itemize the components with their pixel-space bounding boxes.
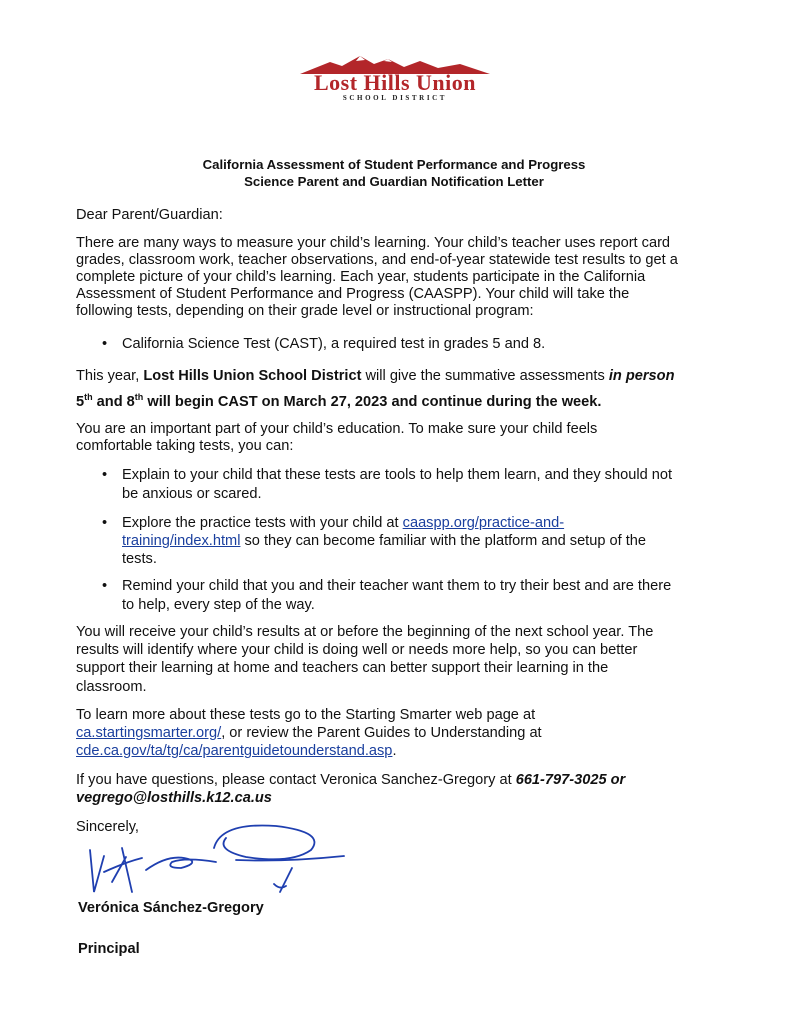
logo-name: Lost Hills Union	[313, 70, 477, 95]
district-logo	[270, 52, 520, 102]
intro-line: grades, classroom work, teacher observations, and end-of-year statewide test results to get a	[76, 252, 678, 268]
tip-1-line: Explain to your child that these tests are tools to help them learn, and they should not	[122, 467, 673, 483]
signer-title: Principal	[78, 941, 140, 957]
bullet-dot: •	[102, 515, 108, 531]
letter-title-line-2: Science Parent and Guardian Notification Letter	[244, 174, 544, 189]
questions-line	[76, 772, 726, 789]
tip-2-line	[122, 515, 722, 532]
learn-more-end: .	[392, 743, 397, 759]
results-line: support their learning at home and teachers can better support their learning in the	[76, 660, 609, 676]
closing: Sincerely,	[76, 819, 139, 835]
important-line: comfortable taking tests, you can:	[76, 438, 294, 454]
tip-2-prefix: Explore the practice tests with your child at	[122, 515, 403, 531]
in-person-text: in person	[608, 368, 675, 384]
dates-rest: will begin CAST on March 27, 2023 and continue during the week.	[143, 394, 602, 410]
this-year-line	[76, 368, 726, 385]
learn-more-line	[76, 725, 726, 742]
grade-8: and 8	[92, 394, 135, 410]
bullet-dot: •	[102, 467, 108, 483]
intro-line: Assessment of Student Performance and Progress (CAASPP). Your child will take the	[76, 286, 630, 302]
learn-more-line	[76, 743, 726, 760]
tip-2-line	[122, 533, 722, 550]
letter-title-line-1: California Assessment of Student Performance and Progress	[202, 157, 586, 172]
test-dates-line	[76, 394, 726, 411]
contact-phone: 661-797-3025 or	[515, 772, 626, 788]
bullet-dot: •	[102, 578, 108, 594]
tip-3-line: Remind your child that you and their teacher want them to try their best and are there	[122, 578, 672, 594]
superscript-th: th	[84, 392, 93, 403]
this-year-prefix: This year,	[76, 368, 144, 384]
bullet-dot: •	[102, 336, 108, 352]
grade-5: 5	[76, 394, 85, 410]
important-line: You are an important part of your child’s education. To make sure your child feels	[76, 421, 598, 437]
questions-prefix: If you have questions, please contact Veronica Sanchez-Gregory at	[76, 772, 516, 788]
tip-2-rest: so they can become familiar with the platform and setup of the	[240, 533, 647, 549]
superscript-th: th	[134, 392, 144, 403]
signer-name: Verónica Sánchez-Gregory	[78, 900, 264, 916]
this-year-middle: will give the summative assessments	[361, 368, 609, 384]
tip-2-line: tests.	[122, 551, 157, 567]
salutation: Dear Parent/Guardian:	[76, 207, 223, 223]
learn-more-line: To learn more about these tests go to the Starting Smarter web page at	[76, 707, 536, 723]
starting-smarter-link[interactable]: ca.startingsmarter.org/	[76, 725, 222, 741]
test-bullet-text: California Science Test (CAST), a required test in grades 5 and 8.	[122, 336, 546, 352]
intro-line: complete picture of your child’s learning. Each year, students participate in the California	[76, 269, 646, 285]
results-line: results will identify where your child is doing well or needs more help, so you can better	[76, 642, 638, 658]
district-name: Lost Hills Union School District	[143, 368, 362, 384]
logo-subtitle: SCHOOL DISTRICT	[342, 94, 448, 102]
intro-line: There are many ways to measure your child’s learning. Your child’s teacher uses report card	[76, 235, 671, 251]
results-line: You will receive your child’s results at or before the beginning of the next school year. The	[76, 624, 654, 640]
tip-1-line: be anxious or scared.	[122, 486, 262, 502]
contact-email: vegrego@losthills.k12.ca.us	[76, 790, 272, 806]
learn-more-mid: , or review the Parent Guides to Understanding at	[221, 725, 542, 741]
tip-3-line: to help, every step of the way.	[122, 597, 315, 613]
parent-guide-link[interactable]: cde.ca.gov/ta/tg/ca/parentguidetounderstand.asp	[76, 743, 393, 759]
results-line: classroom.	[76, 679, 147, 695]
caaspp-practice-link-continued[interactable]: training/index.html	[122, 533, 241, 549]
caaspp-practice-link[interactable]: caaspp.org/practice-and-	[402, 515, 565, 531]
intro-line: following tests, depending on their grade level or instructional program:	[76, 303, 534, 319]
handwritten-signature	[86, 812, 356, 897]
